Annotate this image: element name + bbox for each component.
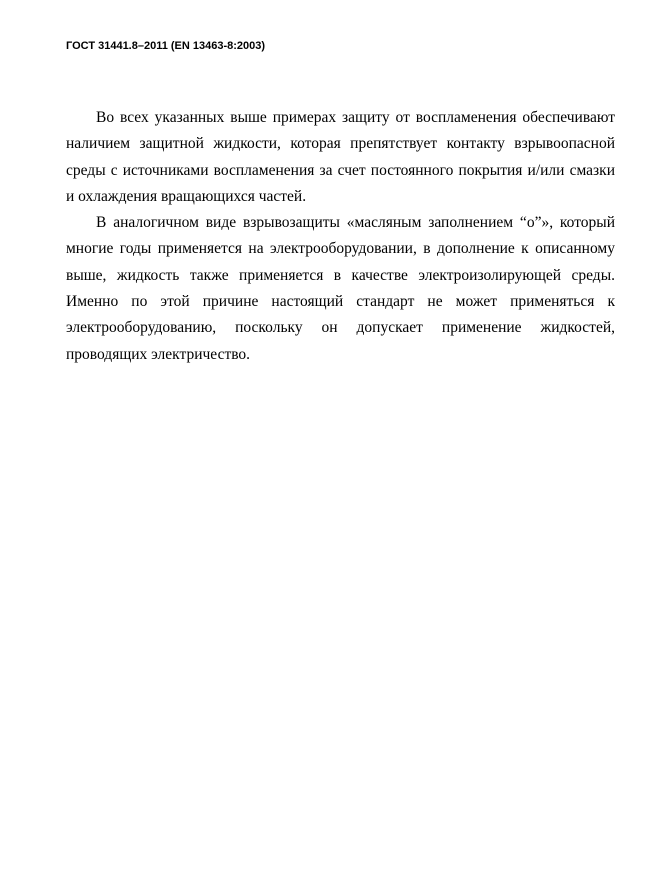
document-body bbox=[66, 105, 615, 368]
paragraph-2: В аналогичном виде взрывозащиты «масляным заполнением “o”», который многие годы применяется на электрооборудовании, в дополнение к описанному выше, жидкость также применяется в качестве электроизолирующей среды. Именно по этой причине настоящий стандарт не может применяться к электрооборудованию, поскольку он допускает применение жидкостей, проводящих электричество. bbox=[66, 214, 615, 363]
document-header: ГОСТ 31441.8–2011 (EN 13463-8:2003) bbox=[66, 40, 266, 52]
paragraph-1: Во всех указанных выше примерах защиту от воспламенения обеспечивают наличием защитной жидкости, которая препятствует контакту взрывоопасной среды с источниками воспламенения за счет постоянного покрытия и/или смазки и охлаждения вращающихся частей. bbox=[66, 109, 615, 205]
